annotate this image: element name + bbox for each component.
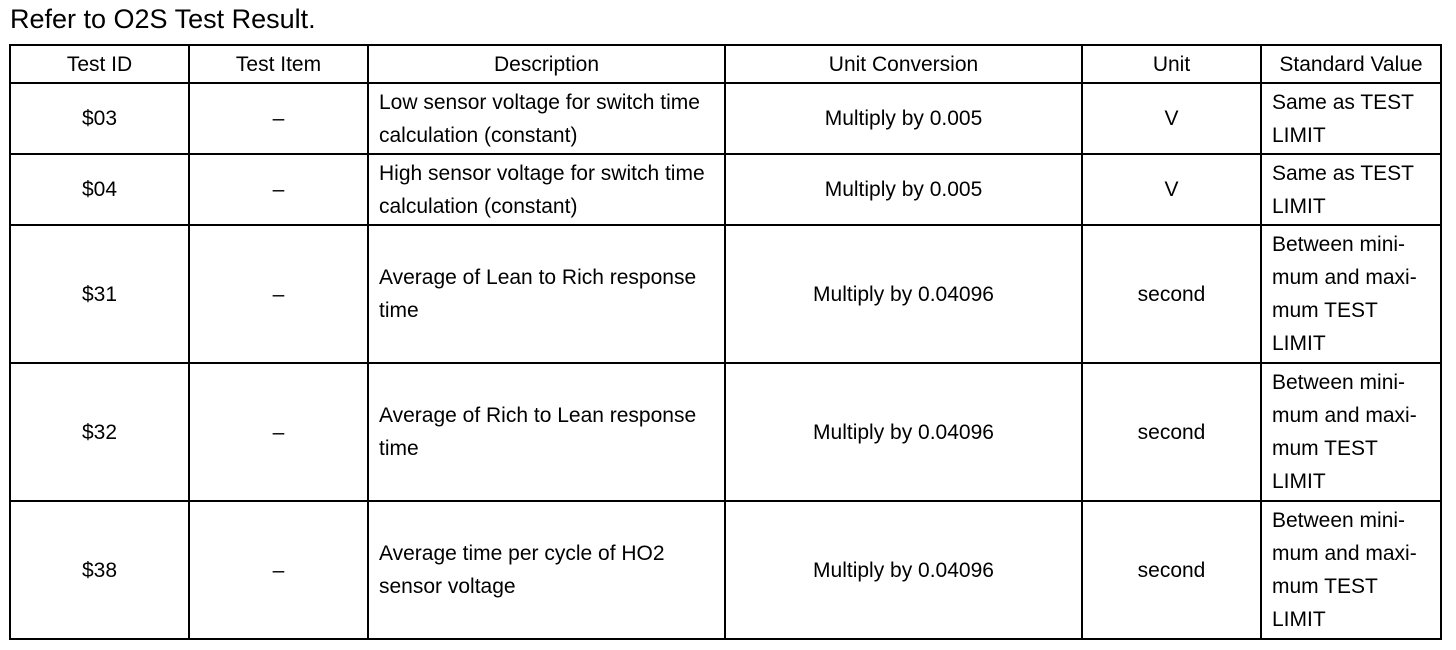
unit-cell: V (1082, 154, 1261, 225)
unit-conversion-cell: Multiply by 0.04096 (725, 225, 1082, 363)
standard-value-cell: Between mini-mum and maxi-mum TEST LIMIT (1261, 501, 1441, 639)
page-title: Refer to O2S Test Result. (10, 4, 316, 34)
unit-conversion-cell: Multiply by 0.005 (725, 154, 1082, 225)
standard-value-cell: Same as TEST LIMIT (1261, 154, 1441, 225)
test-item-cell: – (189, 154, 368, 225)
column-header-test-id: Test ID (10, 45, 189, 83)
unit-cell: second (1082, 363, 1261, 501)
test-id-cell: $31 (10, 225, 189, 363)
test-item-cell: – (189, 363, 368, 501)
o2s-test-table (9, 44, 1442, 640)
description-cell: Low sensor voltage for switch time calculation (constant) (368, 83, 725, 154)
test-id-cell: $38 (10, 501, 189, 639)
table-row (10, 501, 1441, 639)
column-header-unit-conversion: Unit Conversion (725, 45, 1082, 83)
standard-value-cell: Same as TEST LIMIT (1261, 83, 1441, 154)
table-row (10, 363, 1441, 501)
column-header-standard-value: Standard Value (1261, 45, 1441, 83)
table-row (10, 83, 1441, 154)
column-header-description: Description (368, 45, 725, 83)
unit-conversion-cell: Multiply by 0.04096 (725, 501, 1082, 639)
test-item-cell: – (189, 501, 368, 639)
standard-value-cell: Between mini-mum and maxi-mum TEST LIMIT (1261, 363, 1441, 501)
description-cell: Average of Lean to Rich response time (368, 225, 725, 363)
test-id-cell: $04 (10, 154, 189, 225)
column-header-test-item: Test Item (189, 45, 368, 83)
unit-cell: second (1082, 225, 1261, 363)
unit-conversion-cell: Multiply by 0.005 (725, 83, 1082, 154)
table-header-row (10, 45, 1441, 83)
table-row (10, 225, 1441, 363)
standard-value-cell: Between mini-mum and maxi-mum TEST LIMIT (1261, 225, 1441, 363)
unit-cell: second (1082, 501, 1261, 639)
unit-cell: V (1082, 83, 1261, 154)
table-row (10, 154, 1441, 225)
column-header-unit: Unit (1082, 45, 1261, 83)
description-cell: Average time per cycle of HO2 sensor voltage (368, 501, 725, 639)
test-item-cell: – (189, 225, 368, 363)
test-id-cell: $03 (10, 83, 189, 154)
test-id-cell: $32 (10, 363, 189, 501)
description-cell: Average of Rich to Lean response time (368, 363, 725, 501)
description-cell: High sensor voltage for switch time calculation (constant) (368, 154, 725, 225)
unit-conversion-cell: Multiply by 0.04096 (725, 363, 1082, 501)
test-item-cell: – (189, 83, 368, 154)
